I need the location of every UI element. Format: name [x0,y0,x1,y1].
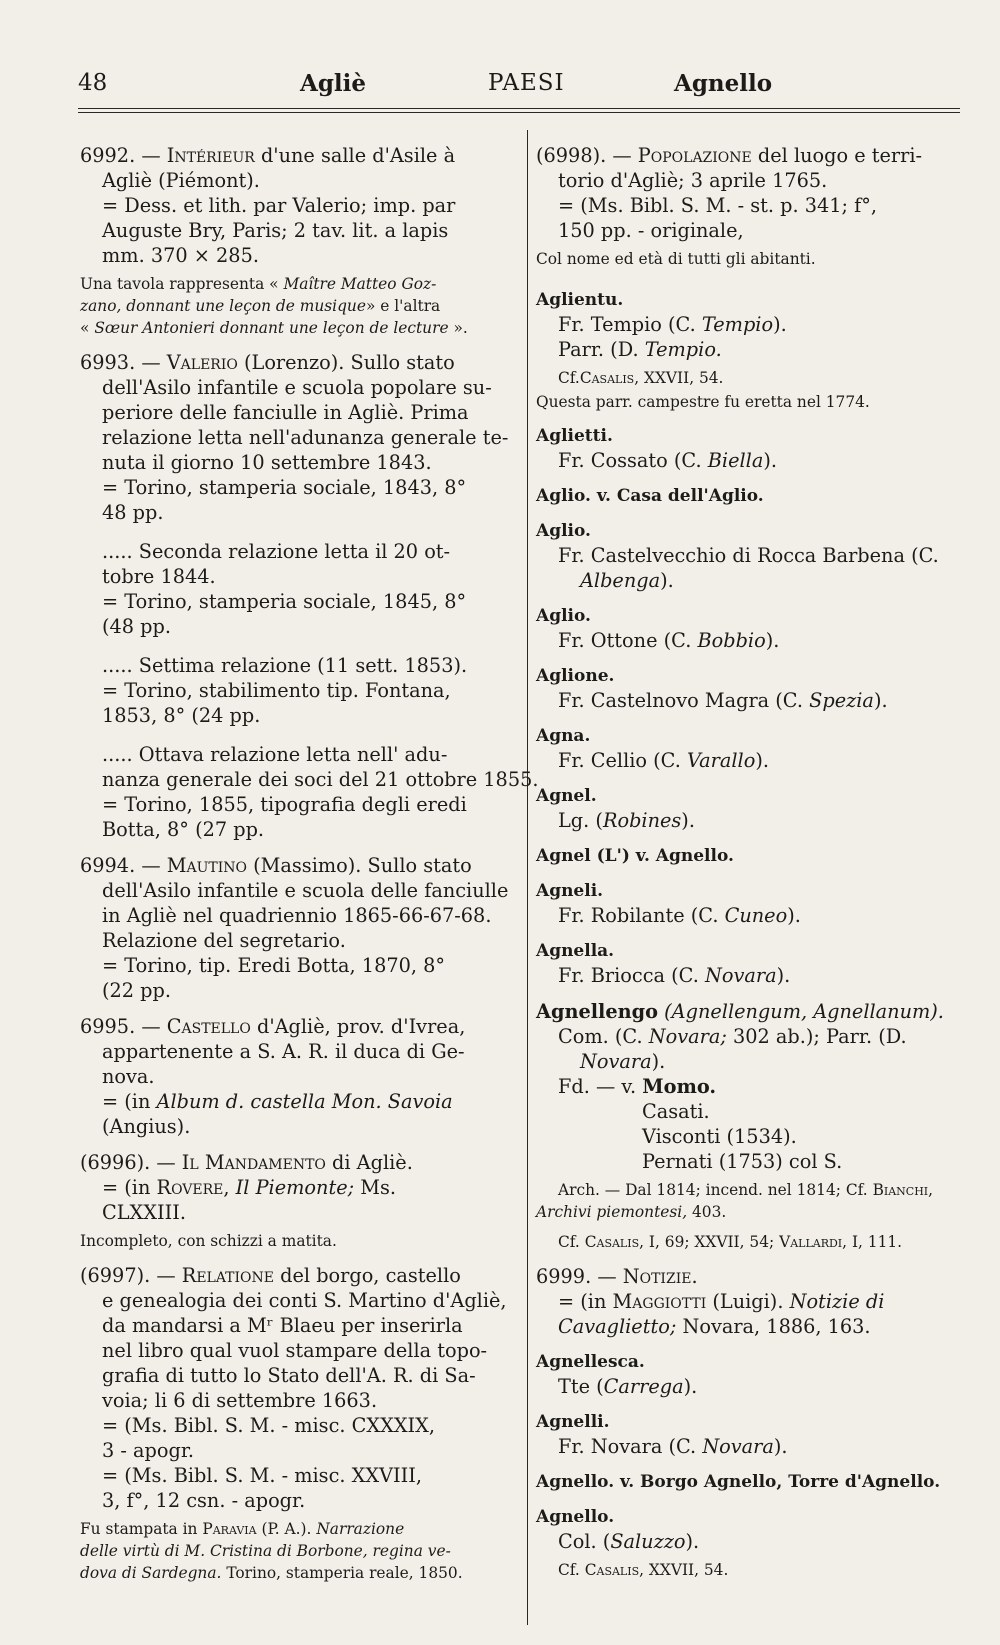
entry-6995 [80,1014,513,1139]
text-span: Castello [166,1015,251,1038]
text-span: d'Agliè, prov. d'Ivrea, [256,1015,466,1038]
header-left-word: Agliè [300,70,367,97]
text-span: Novara; [648,1025,727,1048]
text-span: Sœur Antonieri donnant une leçon de lecture [94,319,449,337]
column-divider [527,130,528,1625]
text-span: zano, donnant une leçon de musique [80,297,366,315]
text-span: Cf. [558,369,580,387]
entry-6999 [536,1264,968,1339]
entry-note [536,1559,968,1581]
text-span: Fr. Castelnovo Magra (C. [558,689,803,712]
text-span: ). [755,749,769,772]
text-span: nel libro qual vuol stampare della topo- [102,1339,488,1362]
entry-agneli [536,879,968,928]
right-column [536,143,968,1592]
text-span: Incompleto, con schizzi a matita. [80,1232,337,1250]
text-line [536,312,968,337]
text-span: (Lorenzo). Sullo stato [244,351,455,374]
text-span: Fr. Briocca (C. [558,964,699,987]
text-span: Albenga [580,569,661,592]
text-span: e genealogia dei conti S. Martino d'Agliè, [102,1289,507,1312]
text-span: = Torino, 1855, tipografia degli eredi [102,793,467,816]
text-span: Aglietti. [536,426,613,446]
text-span: Cf. [558,1561,580,1579]
text-span: Mautino [166,854,247,877]
text-span: Aglio. [536,521,591,541]
text-span: Agna. [536,726,591,746]
entry-aglio-1 [536,519,968,593]
text-span: Visconti (1534). [642,1125,797,1148]
text-span: (6997). — [80,1264,176,1287]
text-span: Parr. (D. [558,338,639,361]
text-span: = (in [102,1090,151,1113]
page-number: 48 [78,70,108,96]
text-span: 3 - apogr. [102,1439,195,1462]
text-line [536,1529,968,1554]
text-span: Novara [702,1435,774,1458]
entry-6998 [536,143,968,270]
text-span: , I, 69; XXVII, 54; [639,1233,775,1251]
text-span: , XXVII, 54. [634,369,724,387]
entry-aglientu [536,288,968,413]
text-line [536,1074,968,1099]
text-span: ). [683,1375,698,1398]
text-span: = (Ms. Bibl. S. M. - misc. CXXXIX, [102,1414,436,1437]
text-span: voia; li 6 di settembre 1663. [102,1389,378,1412]
header-right-word: Agnello [674,70,773,97]
text-span: Varallo [687,749,756,772]
text-line [536,688,968,713]
text-line [536,568,968,593]
entry-agnel [536,784,968,833]
text-span: ). [787,904,801,927]
text-span: di Agliè. [332,1151,413,1174]
text-span: Casalis [584,1561,640,1579]
text-span: CLXXIII. [102,1201,186,1224]
text-line [536,1289,968,1314]
text-span: Narrazione [316,1520,405,1538]
text-span: appartenente a S. A. R. il duca di Ge- [102,1040,465,1063]
text-line [536,337,968,362]
text-span: Relazione del segretario. [102,929,346,952]
text-span: grafia di tutto lo Stato dell'A. R. di Sa- [102,1364,476,1387]
text-line [536,999,968,1024]
text-line [80,350,513,375]
entry-note [80,317,513,339]
text-span: Fr. Castelvecchio di Rocca Barbena (C. [558,544,939,567]
entry-agnellesca [536,1350,968,1399]
entry-note [536,367,968,389]
header-section: PAESI [488,70,565,96]
text-span: (6998). — [536,144,632,167]
text-span: Questa parr. campestre fu eretta nel 1774. [536,393,870,411]
text-span: ». [453,319,468,337]
entry-note [80,273,513,295]
text-span: ). [685,1530,700,1553]
text-span: « [80,319,90,337]
text-span: ). [765,629,780,652]
text-span: , [223,1176,230,1199]
text-span: (Angius). [102,1115,191,1138]
text-line [536,1264,968,1289]
entry-note [80,1562,513,1584]
entry-note [536,1179,968,1201]
text-span: ). [681,809,695,832]
text-span: Fd. — v. [558,1075,637,1098]
text-span: = Torino, tip. Eredi Botta, 1870, 8° [102,954,446,977]
text-span: Rovere [156,1176,224,1199]
text-span: Maître Matteo Goz- [283,275,437,293]
text-span: , XXVII, 54. [639,1561,729,1579]
text-span: Agnel. [536,786,597,806]
text-span: relazione letta nell'adunanza generale te- [102,426,509,449]
text-span: Agnellengo [536,1000,659,1023]
text-span: Relatione [181,1264,274,1287]
text-line [80,728,513,742]
text-span: = (in [558,1290,607,1313]
text-span: del luogo e terri- [757,144,923,167]
header-rule [78,108,960,109]
text-span: (P. A.). [261,1520,312,1538]
text-span: Notizie. [622,1265,698,1288]
text-span: Com. (C. [558,1025,643,1048]
text-span: (22 pp. [102,979,172,1002]
text-span: Fr. Ottone (C. [558,629,692,652]
text-line [80,639,513,653]
text-line [80,1263,513,1288]
text-span: Il Mandamento [181,1151,326,1174]
entry-note [536,1231,968,1253]
text-span: Aglio. v. Casa dell'Aglio. [536,486,764,506]
entry-note [80,1540,513,1562]
left-column [80,143,539,1595]
entry-aglio-2 [536,604,968,653]
text-span: Cuneo [724,904,788,927]
text-line [536,1374,968,1399]
text-span: » e l'altra [365,297,441,315]
text-span: (Luigi). [712,1290,784,1313]
text-span: Biella [707,449,764,472]
text-span: Agnello. [536,1507,615,1527]
text-span: ). [773,313,787,336]
text-span: Fr. Tempio (C. [558,313,696,336]
entry-6997 [80,1263,513,1584]
text-span: in Agliè nel quadriennio 1865-66-67-68. [102,904,492,927]
text-span: Pernati (1753) col S. [642,1150,843,1173]
text-span: Spezia [809,689,874,712]
text-span: = Dess. et lith. par Valerio; imp. par [102,194,456,217]
text-span: Novara [580,1050,652,1073]
text-span: = (in [102,1176,151,1199]
text-span: ..... Seconda relazione letta il 20 ot- [102,540,451,563]
text-span: Popolazione [637,144,752,167]
text-span: ). [776,964,791,987]
text-span: Intérieur [166,144,255,167]
text-span: Lg. ( [558,809,603,832]
entry-agnel-l [536,844,968,868]
text-span: 48 pp. [102,501,164,524]
text-span: Agnella. [536,941,615,961]
text-span: Arch. — Dal 1814; incend. nel 1814; Cf. [558,1181,868,1199]
text-span: Fu stampata in [80,1520,198,1538]
text-span: (6996). — [80,1151,176,1174]
text-line [536,748,968,773]
text-span: del borgo, castello [280,1264,461,1287]
text-span: Agneli. [536,881,604,901]
text-span: mm. 370 × 285. [102,244,259,267]
text-span: 1853, 8° (24 pp. [102,704,261,727]
text-line [80,1175,513,1200]
text-span: Tempio [701,313,774,336]
text-span: Torino, stamperia reale, 1850. [226,1564,463,1582]
text-span: dell'Asilo infantile e scuola popolare su- [102,376,492,399]
entry-agnello-v [536,1470,968,1494]
text-span: 403. [692,1203,727,1221]
text-span: torio d'Agliè; 3 aprile 1765. [558,169,828,192]
text-span: Agnelli. [536,1412,610,1432]
text-span: 6994. — [80,854,161,877]
text-line [536,1049,968,1074]
text-span: = Torino, stamperia sociale, 1845, 8° [102,590,467,613]
text-span: Tte ( [558,1375,604,1398]
text-span: Novara [704,964,777,987]
text-line [536,1024,968,1049]
text-span: ). [651,1050,666,1073]
text-span: (Massimo). Sullo stato [253,854,472,877]
text-span: Tempio. [644,338,722,361]
entry-agnella [536,939,968,988]
entry-note [536,1201,968,1223]
text-span: Agnel (L') v. Agnello. [536,846,734,866]
text-span: Saluzzo [610,1530,686,1553]
text-span: ). [763,449,777,472]
text-line [536,1434,968,1459]
entry-6996 [80,1150,513,1252]
header-rule-thin [78,112,960,113]
text-span: Aglione. [536,666,615,686]
text-span: dova di Sardegna. [80,1564,222,1582]
text-span: Aglio. [536,606,591,626]
entry-6994 [80,853,513,1003]
text-line [536,143,968,168]
text-span: , I, 111. [842,1233,903,1251]
text-line [536,903,968,928]
text-span: Auguste Bry, Paris; 2 tav. lit. a lapis [102,219,449,242]
text-span: 302 ab.); Parr. (D. [732,1025,907,1048]
text-span: Novara, 1886, 163. [682,1315,871,1338]
text-span: Ms. [360,1176,397,1199]
text-span: Cf. [558,1233,580,1251]
text-line [536,963,968,988]
text-span: Agnello. v. Borgo Agnello, Torre d'Agnello. [536,1472,941,1492]
text-span: Cavaglietto; [558,1315,677,1338]
text-span: Agnellesca. [536,1352,645,1372]
text-span: nova. [102,1065,155,1088]
text-span: Col. ( [558,1530,611,1553]
text-span: Casati. [642,1100,710,1123]
text-span: 150 pp. - originale, [558,219,744,242]
text-span: Momo. [642,1075,717,1098]
text-line [536,1314,968,1339]
text-span: periore delle fanciulle in Agliè. Prima [102,401,469,424]
text-span: = (Ms. Bibl. S. M. - misc. XXVIII, [102,1464,422,1487]
text-span: 3, f°, 12 csn. - apogr. [102,1489,306,1512]
text-span: = Torino, stabilimento tip. Fontana, [102,679,451,702]
text-line [80,1014,513,1039]
text-span: delle virtù di M. Cristina di Borbone, regina ve- [80,1542,451,1560]
text-span: d'une salle d'Asile à [260,144,456,167]
text-span: ..... Ottava relazione letta nell' adu- [102,743,448,766]
entry-agnello [536,1505,968,1581]
text-span: 6992. — [80,144,161,167]
text-line [80,1150,513,1175]
running-header [78,70,960,110]
text-span: Casalis [584,1233,640,1251]
text-span: (Agnellengum, Agnellanum). [664,1000,944,1023]
text-span: Col nome ed età di tutti gli abitanti. [536,250,816,268]
entry-6992 [80,143,513,339]
entry-note [80,1518,513,1540]
text-span: Fr. Robilante (C. [558,904,719,927]
text-line [536,448,968,473]
text-span: Casalis [579,369,635,387]
entry-aglio-v [536,484,968,508]
text-span: = (Ms. Bibl. S. M. - st. p. 341; f°, [558,194,878,217]
text-line [536,808,968,833]
text-span: 6993. — [80,351,161,374]
text-span: 6995. — [80,1015,161,1038]
text-span: Valerio [166,351,238,374]
text-span: ..... Settima relazione (11 sett. 1853). [102,654,468,677]
text-span: = Torino, stamperia sociale, 1843, 8° [102,476,467,499]
text-span: Bobbio [697,629,766,652]
text-span: nanza generale dei soci del 21 ottobre 1855. [102,768,539,791]
text-span: da mandarsi a Mʳ Blaeu per inserirla [102,1314,463,1337]
text-span: Vallardi [779,1233,843,1251]
text-span: (48 pp. [102,615,172,638]
entry-agnelli [536,1410,968,1459]
text-span: Maggiotti [612,1290,707,1313]
text-line [80,1089,513,1114]
text-span: tobre 1844. [102,565,216,588]
entry-6993 [80,350,539,842]
text-span: Fr. Novara (C. [558,1435,697,1458]
text-span: Carrega [603,1375,684,1398]
text-span: Il Piemonte; [235,1176,355,1199]
entry-aglione [536,664,968,713]
text-line [536,628,968,653]
text-span: Robines [602,809,682,832]
text-span: Fr. Cellio (C. [558,749,681,772]
text-span: dell'Asilo infantile e scuola delle fanciulle [102,879,509,902]
text-span: ). [873,689,888,712]
entry-note [80,295,513,317]
entry-aglietti [536,424,968,473]
text-span: Archivi piemontesi, [536,1203,688,1221]
text-span: Album d. castella Mon. Savoia [156,1090,453,1113]
text-line [80,853,513,878]
text-span: Aglientu. [536,290,624,310]
text-span: Fr. Cossato (C. [558,449,702,472]
entry-agna [536,724,968,773]
text-span: Una tavola rappresenta « [80,275,279,293]
text-span: Notizie di [789,1290,885,1313]
text-span: ). [773,1435,788,1458]
text-line [80,525,513,539]
text-span: Bianchi, [872,1181,934,1199]
text-span: Paravia [202,1520,257,1538]
text-span: nuta il giorno 10 settembre 1843. [102,451,432,474]
text-span: ). [660,569,674,592]
entry-agnellengo [536,999,968,1253]
text-span: Botta, 8° (27 pp. [102,818,265,841]
text-line [80,143,513,168]
text-span: Agliè (Piémont). [102,169,260,192]
text-span: 6999. — [536,1265,617,1288]
